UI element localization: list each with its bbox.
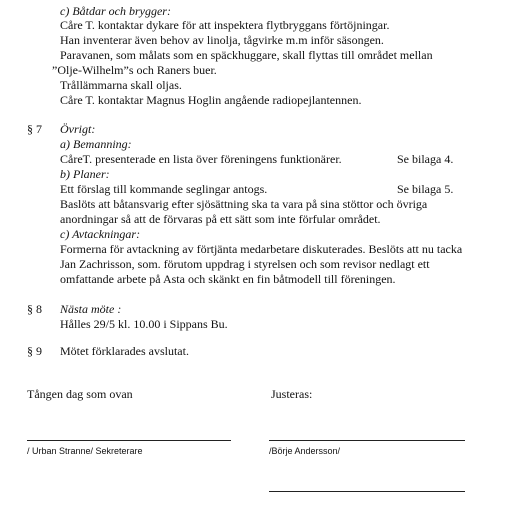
text-line: Baslöts att båtansvarig efter sjösättning ska ta vara på sina stöttor och övriga: [60, 197, 428, 211]
text-line: Cåre T. kontaktar dykare för att inspektera flytbryggans förtöjningar.: [60, 18, 390, 32]
text-line: Jan Zachrisson, som. förutom uppdrag i styrelsen och som revisor nedlagt ett: [60, 257, 430, 271]
text-line: Han inventerar även behov av linolja, tågvirke m.m inför säsongen.: [60, 33, 384, 47]
subheading-avtackningar: c) Avtackningar:: [60, 227, 141, 241]
subheading-bemanning: a) Bemanning:: [60, 137, 132, 151]
signature-line: [269, 491, 465, 492]
section-number: § 8: [27, 302, 42, 316]
attachment-ref: Se bilaga 4.: [397, 152, 454, 166]
attachment-ref: Se bilaga 5.: [397, 182, 454, 196]
text-line: Trållämmarna skall oljas.: [60, 78, 182, 92]
section-number: § 9: [27, 344, 42, 358]
section-number: § 7: [27, 122, 42, 136]
text-line: omfattande arbete på Asta och skänkt en fin båtmodell till föreningen.: [60, 272, 396, 286]
adjuster-signature: /Börje Andersson/: [269, 446, 341, 456]
section-title: Nästa möte :: [60, 302, 122, 316]
secretary-signature: / Urban Stranne/ Sekreterare: [27, 446, 143, 456]
text-line: Hålles 29/5 kl. 10.00 i Sippans Bu.: [60, 317, 228, 331]
text-line: ”Olje-Wilhelm”s och Raners buer.: [52, 63, 217, 77]
signature-line: [27, 440, 231, 441]
text-line: Paravanen, som målats som en späckhuggare, skall flyttas till området mellan: [60, 48, 433, 62]
text-line: anordningar så att de förvaras på ett sätt som inte förfular området.: [60, 212, 381, 226]
text-line: Mötet förklarades avslutat.: [60, 344, 189, 358]
signature-line: [269, 440, 465, 441]
section-title: Övrigt:: [60, 122, 96, 136]
text-line: CåreT. presenterade en lista över föreningens funktionärer.: [60, 152, 342, 166]
text-line: Formerna för avtackning av förtjänta medarbetare diskuterades. Beslöts att nu tacka: [60, 242, 463, 256]
justeras-label: Justeras:: [271, 387, 313, 401]
subheading-planer: b) Planer:: [60, 167, 110, 181]
text-line: Ett förslag till kommande seglingar antogs.: [60, 182, 268, 196]
heading-boats: c) Båtdar och brygger:: [60, 4, 171, 18]
text-line: Cåre T. kontaktar Magnus Hoglin angående radiopejlantennen.: [60, 93, 362, 107]
place-date: Tången dag som ovan: [27, 387, 133, 401]
